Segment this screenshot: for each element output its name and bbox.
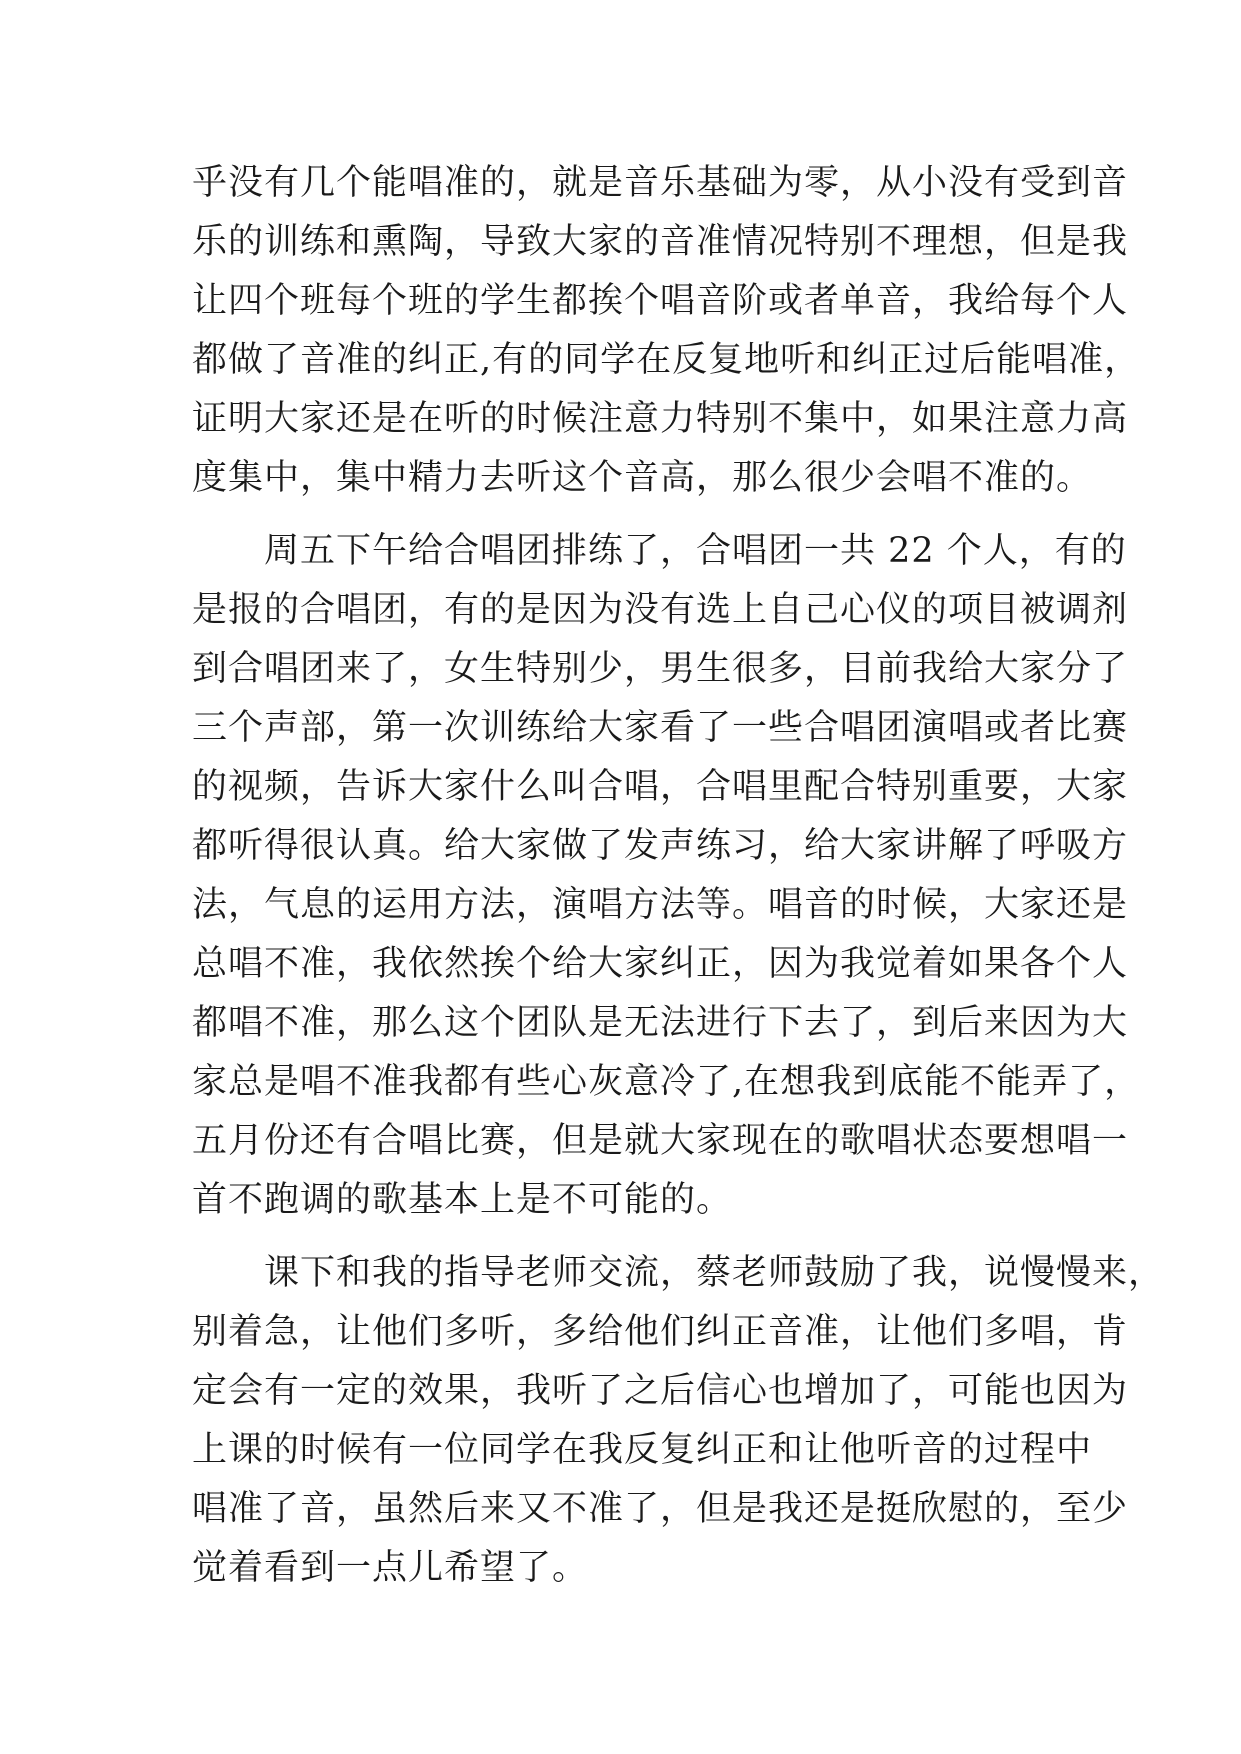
text-line: 证明大家还是在听的时候注意力特别不集中，如果注意力高 <box>192 399 1129 439</box>
text-line: 周五下午给合唱团排练了，合唱团一共 22 个人，有的 <box>192 531 1127 571</box>
paragraph-2 <box>192 522 1141 1230</box>
text-line: 三个声部，第一次训练给大家看了一些合唱团演唱或者比赛 <box>192 708 1129 748</box>
text-line: 都唱不准，那么这个团队是无法进行下去了，到后来因为大 <box>192 1003 1129 1043</box>
text-line: 是报的合唱团，有的是因为没有选上自己心仪的项目被调剂 <box>192 590 1129 630</box>
text-line: 让四个班每个班的学生都挨个唱音阶或者单音，我给每个人 <box>192 281 1129 321</box>
text-line: 别着急，让他们多听，多给他们纠正音准，让他们多唱，肯 <box>192 1312 1129 1352</box>
text-line: 定会有一定的效果，我听了之后信心也增加了，可能也因为 <box>192 1371 1129 1411</box>
text-line: 总唱不准，我依然挨个给大家纠正，因为我觉着如果各个人 <box>192 944 1129 984</box>
paragraph-spacer <box>192 1230 1062 1244</box>
text-line: 的视频，告诉大家什么叫合唱，合唱里配合特别重要，大家 <box>192 767 1129 807</box>
text-line: 到合唱团来了，女生特别少，男生很多，目前我给大家分了 <box>192 649 1129 689</box>
text-line: 乎没有几个能唱准的，就是音乐基础为零，从小没有受到音 <box>192 163 1129 203</box>
text-line: 首不跑调的歌基本上是不可能的。 <box>192 1180 733 1220</box>
text-line: 五月份还有合唱比赛，但是就大家现在的歌唱状态要想唱一 <box>192 1121 1129 1161</box>
paragraph-3 <box>192 1244 1165 1598</box>
paragraph-spacer <box>192 508 1062 522</box>
text-line: 唱准了音，虽然后来又不准了，但是我还是挺欣慰的，至少 <box>192 1489 1129 1529</box>
paragraph-1 <box>192 154 1141 508</box>
text-line: 乐的训练和熏陶，导致大家的音准情况特别不理想，但是我 <box>192 222 1129 262</box>
text-line: 课下和我的指导老师交流，蔡老师鼓励了我，说慢慢来， <box>192 1253 1165 1293</box>
text-line: 都做了音准的纠正,有的同学在反复地听和纠正过后能唱准， <box>192 340 1141 380</box>
text-line: 上课的时候有一位同学在我反复纠正和让他听音的过程中 <box>192 1430 1093 1470</box>
document-body <box>192 154 1165 1598</box>
text-line: 法，气息的运用方法，演唱方法等。唱音的时候，大家还是 <box>192 885 1129 925</box>
text-line: 家总是唱不准我都有些心灰意冷了,在想我到底能不能弄了， <box>192 1062 1141 1102</box>
text-line: 都听得很认真。给大家做了发声练习，给大家讲解了呼吸方 <box>192 826 1129 866</box>
text-line: 觉着看到一点儿希望了。 <box>192 1548 589 1588</box>
text-line: 度集中，集中精力去听这个音高，那么很少会唱不准的。 <box>192 458 1093 498</box>
